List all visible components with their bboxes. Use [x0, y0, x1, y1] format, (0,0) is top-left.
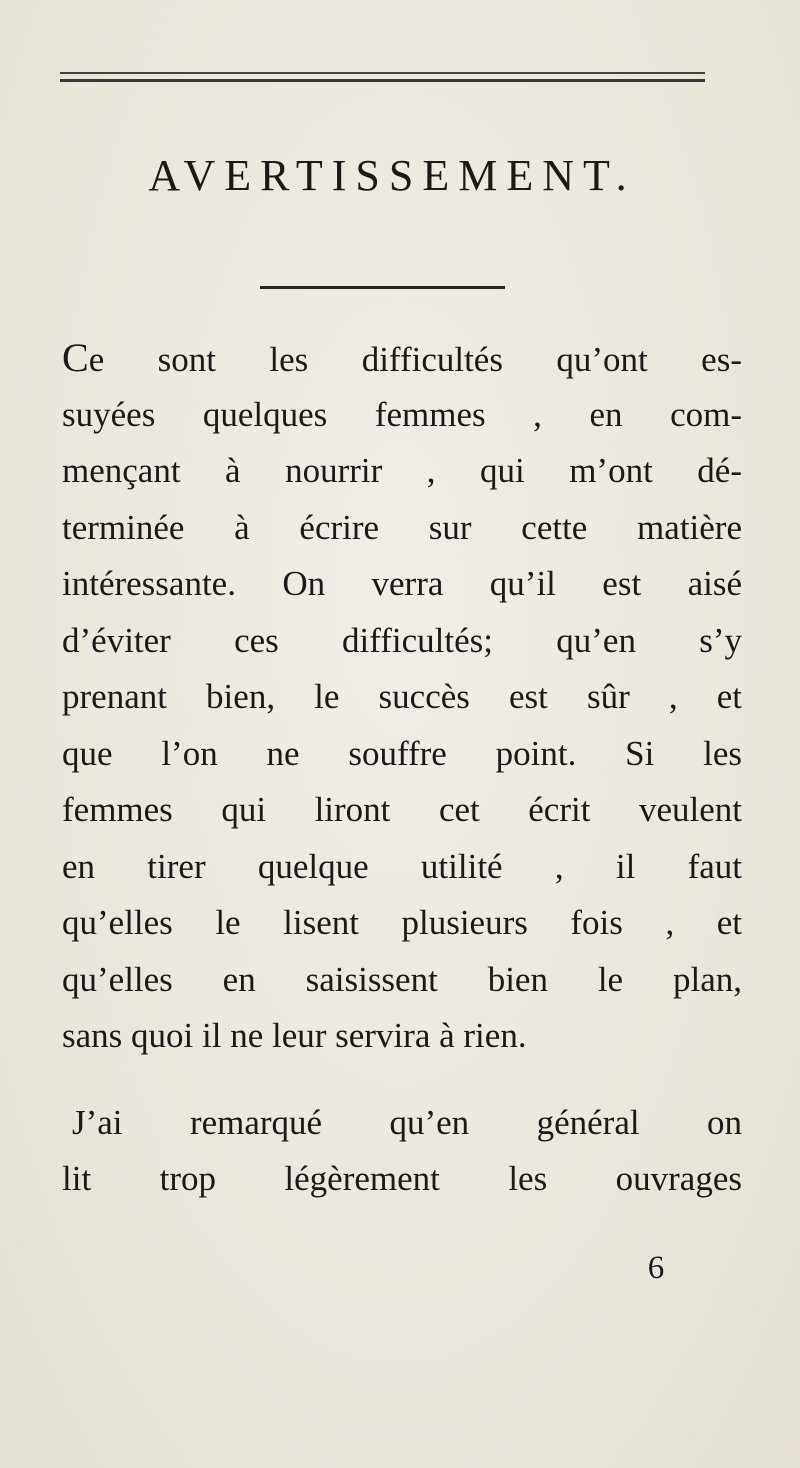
text-line: J’ai remarqué qu’en général on — [72, 1102, 742, 1142]
text-line: suyées quelques femmes , en com- — [62, 394, 742, 434]
text-line: Ce sont les difficultés qu’ont es- — [62, 335, 742, 380]
title-divider-rule — [260, 286, 505, 289]
page-title: AVERTISSEMENT. — [148, 151, 636, 200]
text-line: qu’elles le lisent plusieurs fois , et — [62, 903, 742, 942]
text-line: en tirer quelque utilité , il faut — [62, 846, 742, 886]
page-signature-mark: 6 — [647, 1250, 665, 1286]
text-line: d’éviter ces difficultés; qu’en s’y — [62, 620, 742, 660]
text-line: lit trop légèrement les ouvrages — [62, 1159, 742, 1198]
paragraph-gap — [62, 1065, 742, 1095]
text-line: qu’elles en saisissent bien le plan, — [62, 959, 742, 999]
text-line: femmes qui liront cet écrit veulent — [62, 790, 742, 829]
text-line: que l’on ne souffre point. Si les — [62, 733, 742, 773]
text-line: mençant à nourrir , qui m’ont dé- — [62, 451, 742, 490]
text-line: intéressante. On verra qu’il est aisé — [62, 564, 742, 603]
text-line: sans quoi il ne leur servira à rien. — [62, 1016, 527, 1055]
rule-line-thick — [60, 79, 705, 82]
rule-line-thin — [60, 72, 705, 74]
text-line: prenant bien, le succès est sûr , et — [62, 677, 742, 716]
double-rule-top — [60, 68, 705, 88]
body-text — [62, 330, 742, 1208]
text-line: terminée à écrire sur cette matière — [62, 507, 742, 547]
